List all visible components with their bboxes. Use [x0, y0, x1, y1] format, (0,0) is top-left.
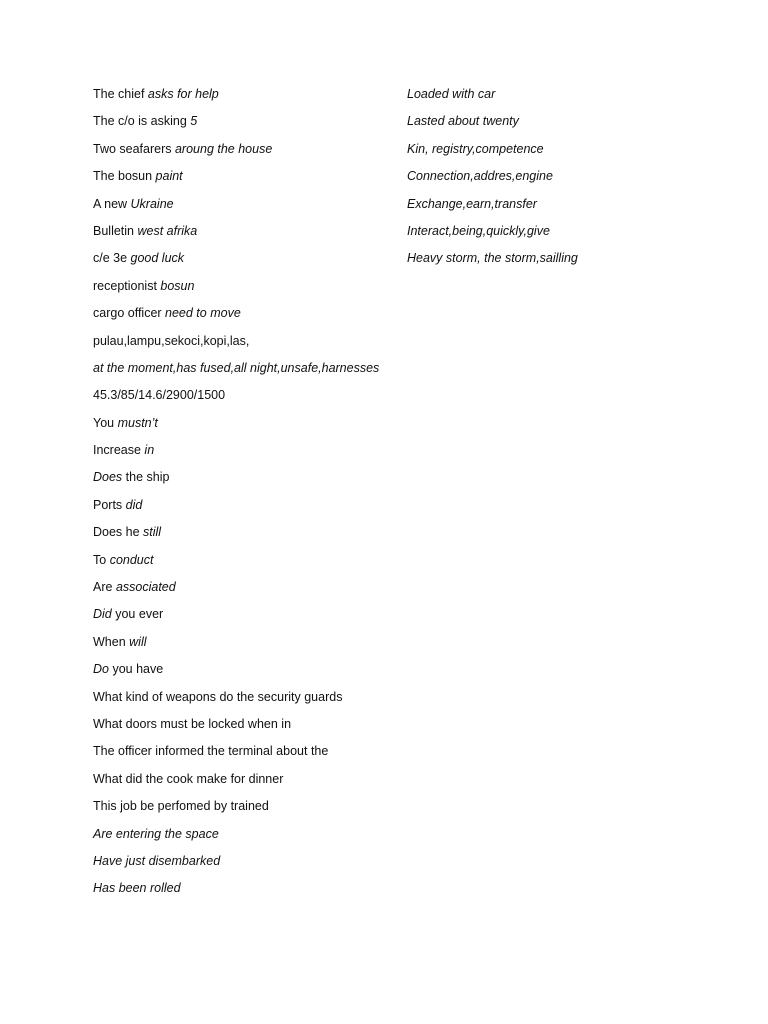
answer-text-italic: need to move — [165, 306, 241, 321]
answer-text-italic: aroung the house — [174, 141, 273, 156]
answer-line — [93, 86, 383, 103]
answer-text: Are — [93, 580, 116, 595]
answer-line — [93, 113, 383, 130]
answer-text: What doors must be locked when in — [93, 716, 292, 731]
answer-line — [93, 168, 383, 185]
answer-text-italic: will — [129, 634, 147, 649]
answer-text-italic: 5 — [190, 114, 198, 129]
answer-text-italic: Are entering the space — [93, 826, 219, 841]
answer-line — [93, 442, 383, 459]
answer-text: The c/o is asking — [93, 114, 191, 129]
answer-line — [93, 223, 383, 240]
answer-text-italic: Loaded with car — [407, 87, 496, 101]
answer-text-italic: Did — [93, 607, 116, 622]
answer-line — [93, 552, 383, 569]
answer-line — [93, 524, 383, 541]
answer-text: The chief — [93, 87, 148, 101]
answer-line — [407, 196, 707, 213]
answer-text-italic: Exchange,earn,transfer — [407, 196, 537, 211]
answer-line — [93, 250, 383, 267]
answer-line — [93, 360, 383, 377]
answer-text: The bosun — [93, 169, 156, 184]
answer-line — [93, 196, 383, 213]
answer-text-italic: Kin, registry,competence — [407, 141, 544, 156]
answer-line — [93, 798, 383, 815]
answer-text-italic: good luck — [130, 251, 185, 266]
answer-text-italic: mustn’t — [117, 415, 158, 430]
answer-line — [407, 168, 707, 185]
answer-line — [93, 716, 383, 733]
answer-text-italic: Heavy storm, the storm,sailling — [407, 251, 578, 266]
answer-text-italic: Do — [93, 662, 113, 677]
left-answer-column — [93, 86, 383, 908]
answer-text-italic: still — [143, 525, 162, 540]
answer-line — [407, 141, 707, 158]
answer-text: A new — [93, 196, 131, 211]
answer-line — [93, 826, 383, 843]
answer-line — [93, 579, 383, 596]
answer-text: you have — [112, 662, 164, 677]
answer-text: c/e 3e — [93, 251, 131, 266]
answer-text-italic: Lasted about twenty — [407, 114, 519, 129]
answer-line — [93, 771, 383, 788]
answer-text-italic: Connection,addres,engine — [407, 169, 553, 184]
answer-text: pulau,lampu,sekoci,kopi,las, — [93, 333, 250, 348]
answer-text-italic: Interact,being,quickly,give — [407, 223, 550, 238]
answer-text-italic: Have just disembarked — [93, 853, 221, 868]
answer-text: What kind of weapons do the security guards — [93, 689, 343, 704]
answer-line — [93, 415, 383, 432]
answer-text-italic: conduct — [109, 552, 154, 567]
answer-text-italic: asks for help — [147, 87, 219, 101]
answer-text: This job be perfomed by trained — [93, 799, 269, 814]
answer-line — [407, 113, 707, 130]
answer-line — [407, 250, 707, 267]
answer-text: You — [93, 415, 118, 430]
answer-text-italic: did — [125, 497, 143, 512]
answer-line — [93, 606, 383, 623]
answer-text: The officer informed the terminal about the — [93, 744, 329, 759]
answer-text: Increase — [93, 443, 145, 458]
answer-text-italic: bosun — [160, 278, 195, 293]
answer-text: Two seafarers — [93, 141, 175, 156]
answer-line — [93, 880, 383, 897]
answer-line — [93, 853, 383, 870]
answer-line — [407, 223, 707, 240]
answer-text-italic: paint — [155, 169, 183, 184]
answer-line — [93, 634, 383, 651]
answer-text: To — [93, 552, 110, 567]
answer-line — [93, 497, 383, 514]
answer-text: you ever — [115, 607, 164, 622]
answer-text: When — [93, 634, 130, 649]
answer-text: cargo officer — [93, 306, 166, 321]
answer-text: What did the cook make for dinner — [93, 771, 284, 786]
answer-text-italic: associated — [115, 580, 176, 595]
answer-text-italic: west afrika — [137, 223, 198, 238]
answer-text: the ship — [125, 470, 170, 485]
answer-line — [93, 141, 383, 158]
answer-line — [93, 469, 383, 486]
answer-line — [407, 86, 707, 103]
answer-text-italic: in — [144, 443, 155, 458]
answer-text-italic: Does — [93, 470, 126, 485]
answer-text: Ports — [93, 497, 126, 512]
answer-text: Does he — [93, 525, 144, 540]
answer-text: Bulletin — [93, 223, 138, 238]
answer-text-italic: at the moment,has fused,all night,unsafe,harnesses — [93, 360, 380, 375]
answer-line — [93, 387, 383, 404]
answer-line — [93, 743, 383, 760]
answer-text: 45.3/85/14.6/2900/1500 — [93, 388, 226, 403]
answer-text-italic: Has been rolled — [93, 881, 181, 896]
answer-line — [93, 689, 383, 706]
answer-text-italic: Ukraine — [130, 196, 174, 211]
answer-line — [93, 278, 383, 295]
answer-line — [93, 333, 383, 350]
answer-text: receptionist — [93, 278, 161, 293]
right-answer-column — [407, 86, 707, 278]
answer-line — [93, 305, 383, 322]
answer-line — [93, 661, 383, 678]
